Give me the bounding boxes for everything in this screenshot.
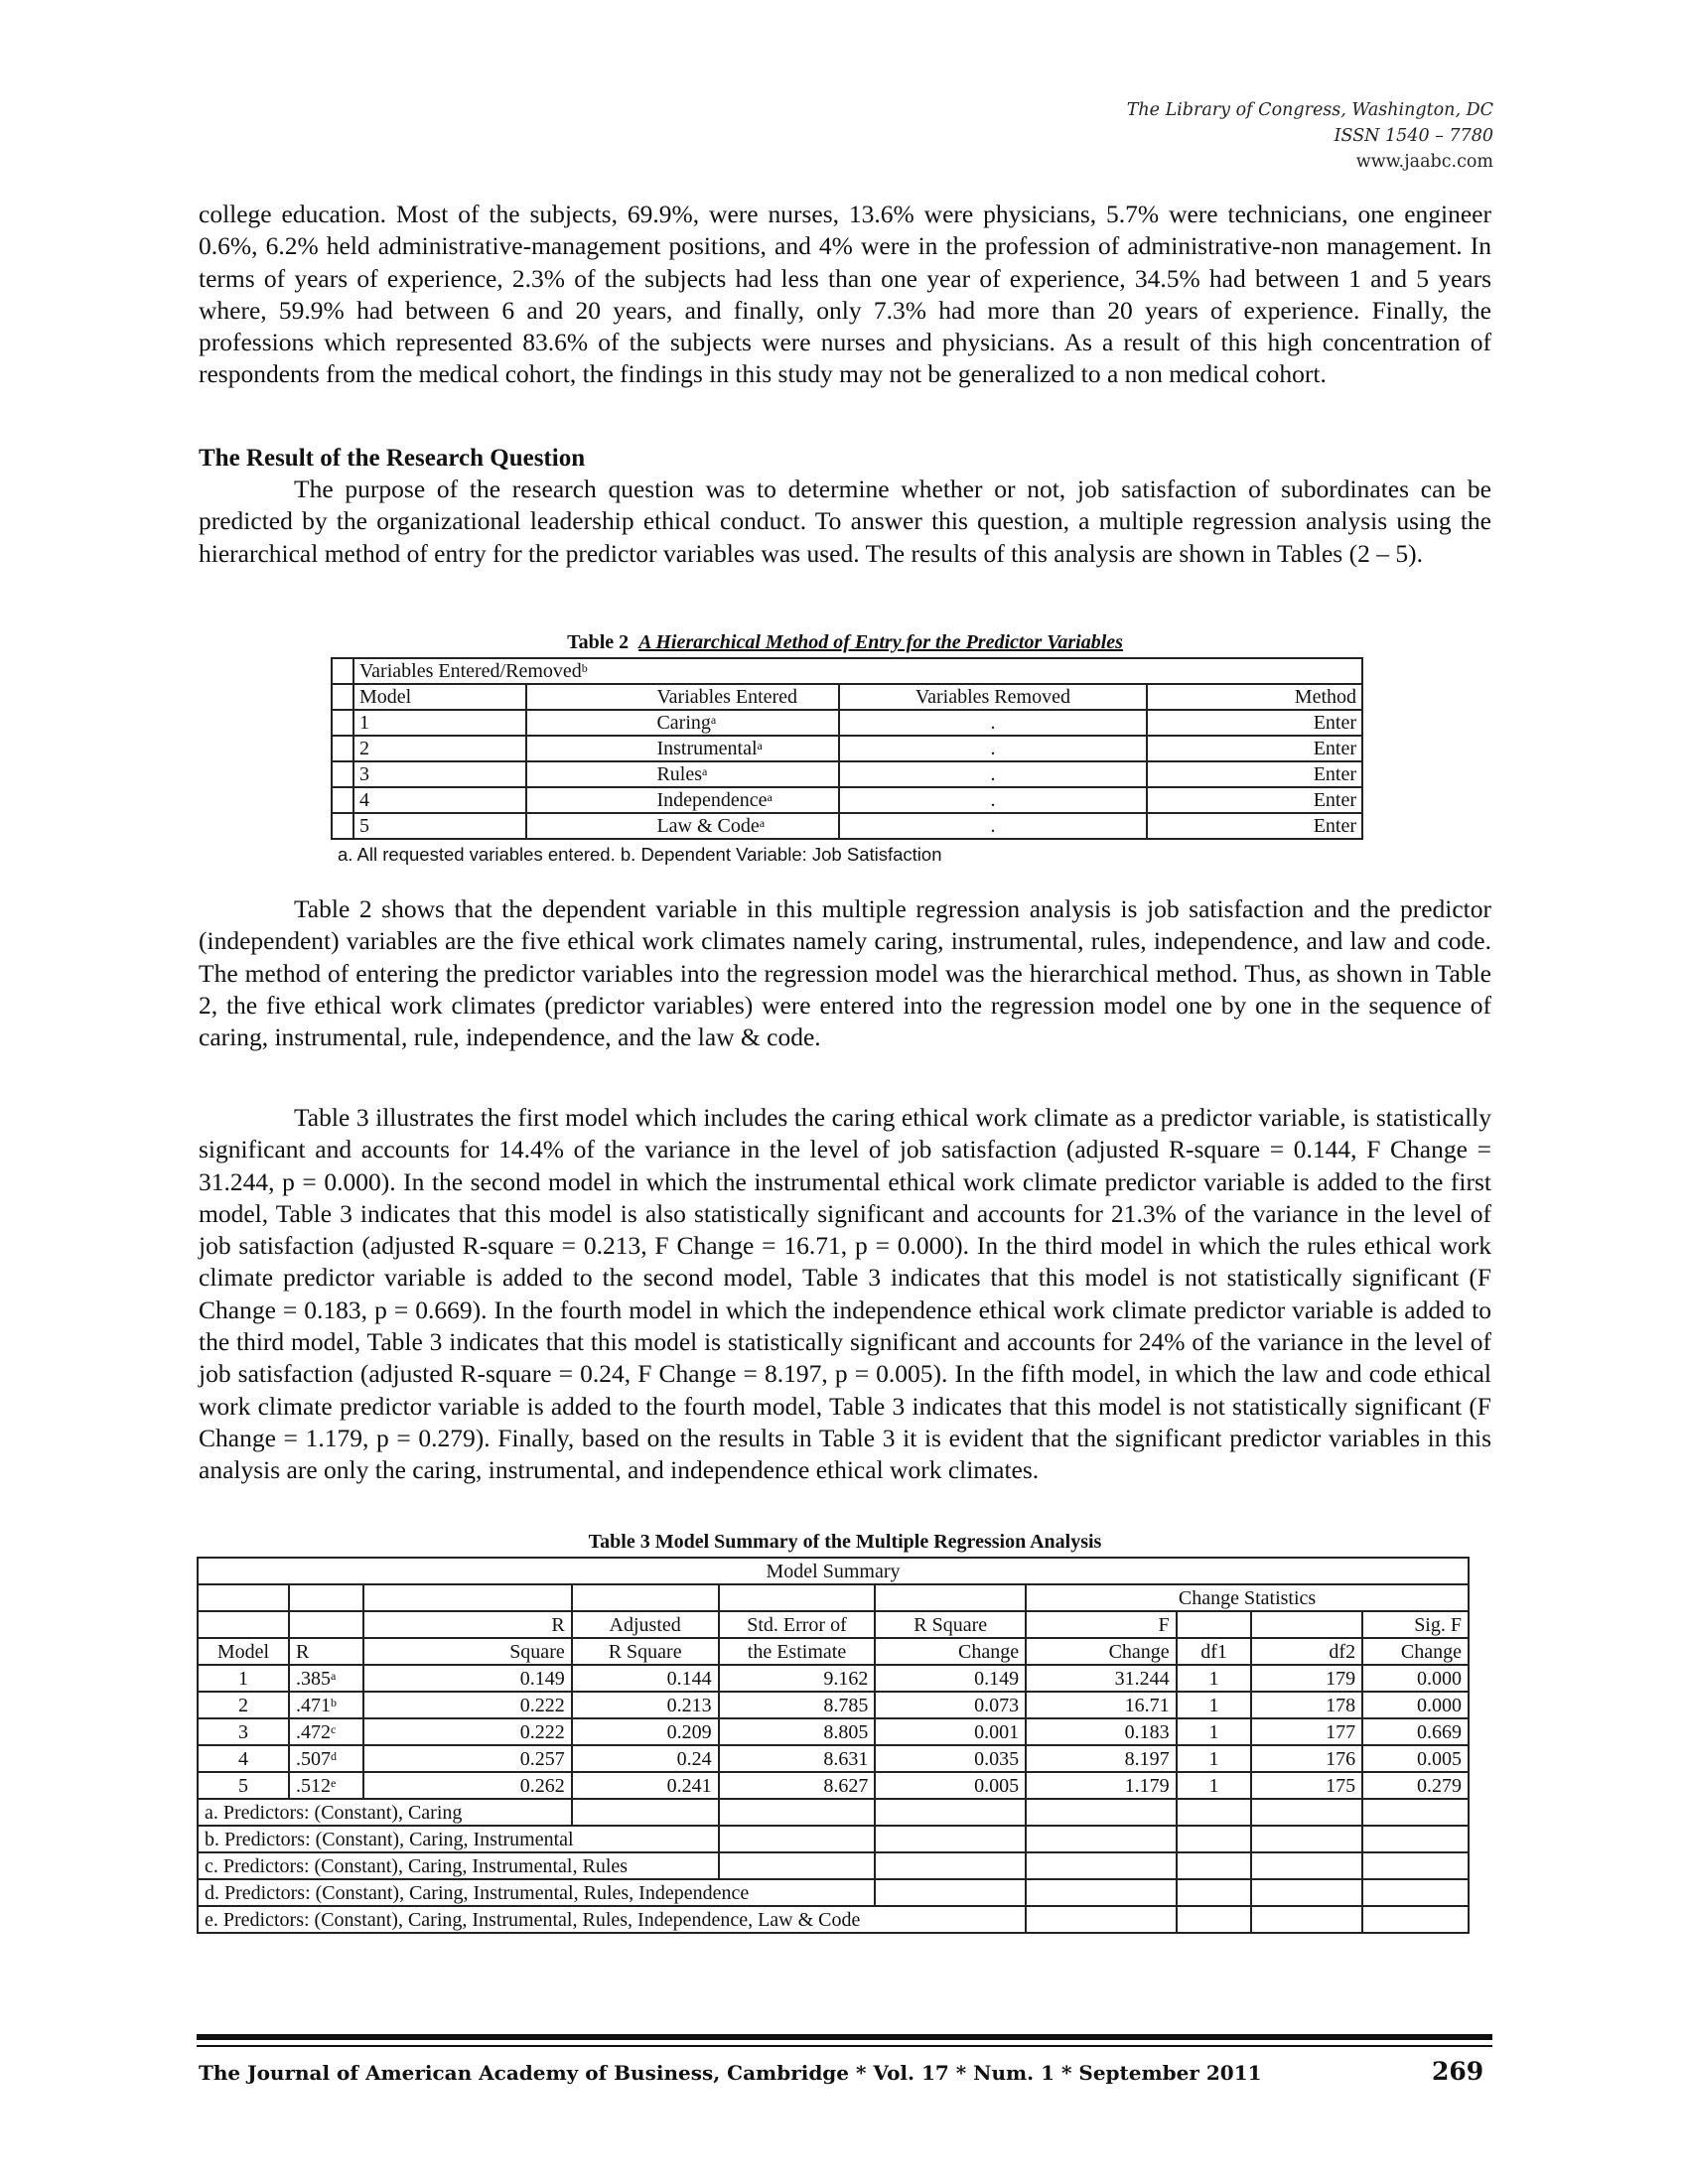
table3-note-row bbox=[198, 1799, 1469, 1826]
table3-note: d. Predictors: (Constant), Caring, Instrumental, Rules, Independence bbox=[198, 1879, 875, 1906]
table2-col-method: Method bbox=[1147, 684, 1362, 710]
table2-group-header: Variables Entered/Removed$^b$ bbox=[353, 658, 1362, 684]
table3-note: a. Predictors: (Constant), Caring bbox=[198, 1799, 572, 1826]
table-row: 1 Caring$^a$ . Enter bbox=[332, 710, 1362, 736]
table2-col-model: Model bbox=[353, 684, 526, 710]
table-row: 4 Independence$^a$ . Enter bbox=[332, 787, 1362, 813]
table-row: 4 .507$^d$ 0.257 0.24 8.631 0.035 8.197 1 176 0.005 bbox=[198, 1745, 1469, 1772]
change-statistics-header: Change Statistics bbox=[1026, 1584, 1469, 1611]
page-number: 269 bbox=[1432, 2057, 1484, 2086]
running-header bbox=[1127, 97, 1493, 175]
table3-title: Model Summary bbox=[198, 1558, 1469, 1584]
table3: Model Summary Change Statistics R Adjusted Std. Error of R Square F Sig. F Model R Square R Square the Estimate Change Change df1 df2 Change 1 .385$^a$ 0.149 0.144 9.162 0.149 31.244 1 179 0.000 2 .471$^b$ 0.222 0.213 8.785 0.073 16.71 1 178 0.000 3 .472$^c$ 0.222 0.209 8.805 0.001 0.183 1 177 0.669 4 .507$^d$ 0.257 0.24 8.631 0.035 8.197 1 176 0.005 5 .512e 0.262 0.241 8.627 0.005 1.179 1 175 0.279 a. Predictors: (Constant), Caring b. Predictors: (Constant), Caring, Instrumental c. Predictors: (Constant), Caring, Instrumental, Rules d. Predictors: (Constant), Caring, Instrumental, Rules, Independence e. Predictors: (Constant), Caring, Instrumental, Rules, Independence, Law & Code bbox=[197, 1557, 1470, 1934]
table2 bbox=[331, 657, 1363, 840]
table-row: 1 .385$^a$ 0.149 0.144 9.162 0.149 31.244 1 179 0.000 bbox=[198, 1665, 1469, 1692]
paragraph-demographics: college education. Most of the subjects, 69.9%, were nurses, 13.6% were physicians, 5.7% were technicians, one engineer 0.6%, 6.2% held administrative-management positions, and 4% were in the profession of administrative-non management. In terms of years of experience, 2.3% of the subjects had less than one year of experience, 34.5% had between 1 and 5 years where, 59.9% had between 6 and 20 years, and finally, only 7.3% had more than 20 years of experience. Finally, the professions which represented 83.6% of the subjects were nurses and physicians. As a result of this high concentration of respondents from the medical cohort, the findings in this study may not be generalized to a non medical cohort. bbox=[199, 200, 1491, 389]
table2-note: a. All requested variables entered. b. Dependent Variable: Job Satisfaction bbox=[338, 844, 942, 865]
table3-note-row bbox=[198, 1879, 1469, 1906]
table3-note-row bbox=[198, 1852, 1469, 1879]
table3-caption: Table 3 Model Summary of the Multiple Regression Analysis bbox=[588, 1531, 1102, 1553]
table3-note: e. Predictors: (Constant), Caring, Instrumental, Rules, Independence, Law & Code bbox=[198, 1906, 1026, 1933]
header-library: The Library of Congress, Washington, DC bbox=[1126, 100, 1493, 120]
table-row: 5 .512e 0.262 0.241 8.627 0.005 1.179 1 175 0.279 bbox=[198, 1772, 1469, 1799]
table3-note: c. Predictors: (Constant), Caring, Instrumental, Rules bbox=[198, 1852, 719, 1879]
table3-note-row bbox=[198, 1826, 1469, 1852]
table-row: 3 .472$^c$ 0.222 0.209 8.805 0.001 0.183 1 177 0.669 bbox=[198, 1718, 1469, 1745]
table3-header-row: Model R Square R Square the Estimate Change Change df1 df2 Change bbox=[198, 1638, 1469, 1665]
header-issn: ISSN 1540 – 7780 bbox=[1334, 126, 1493, 146]
table-row: 2 .471$^b$ 0.222 0.213 8.785 0.073 16.71 1 178 0.000 bbox=[198, 1692, 1469, 1718]
table2-caption: Table 2 A Hierarchical Method of Entry for the Predictor Variables bbox=[567, 631, 1123, 653]
table-row: 3 Rules$^a$ . Enter bbox=[332, 761, 1362, 787]
journal-footer: The Journal of American Academy of Business, Cambridge * Vol. 17 * Num. 1 * September 2011 bbox=[199, 2061, 1262, 2085]
footer-rule-thin bbox=[197, 2045, 1492, 2047]
table3-note: b. Predictors: (Constant), Caring, Instrumental bbox=[198, 1826, 719, 1852]
table-row: 5 Law & Code$^a$ . Enter bbox=[332, 813, 1362, 839]
paragraph-table2-discussion: Table 2 shows that the dependent variable in this multiple regression analysis is job satisfaction and the predictor (independent) variables are the five ethical work climates namely caring, instrumental, rules, independence, and law and code. The method of entering the predictor variables into the regression model was the hierarchical method. Thus, as shown in Table 2, the five ethical work climates (predictor variables) were entered into the regression model one by one in the sequence of caring, instrumental, rule, independence, and the law & code. bbox=[199, 894, 1491, 1052]
table2-col-removed: Variables Removed bbox=[839, 684, 1146, 710]
paragraph-purpose: The purpose of the research question was to determine whether or not, job satisfaction of subordinates can be predicted by the organizational leadership ethical conduct. To answer this question, a multiple regression analysis using the hierarchical method of entry for the predictor variables was used. The results of this analysis are shown in Tables (2 – 5). bbox=[199, 475, 1491, 568]
table-row: 2 Instrumental$^a$ . Enter bbox=[332, 736, 1362, 761]
footer-rule bbox=[197, 2034, 1492, 2040]
header-url: www.jaabc.com bbox=[1355, 152, 1493, 172]
paragraph-table3-discussion: Table 3 illustrates the first model which includes the caring ethical work climate as a predictor variable, is statistically significant and accounts for 14.4% of the variance in the level of job satisfaction (adjusted R-square = 0.144, F Change = 31.244, p = 0.000). In the second model in which the instrumental ethical work climate predictor variable is added to the first model, Table 3 indicates that this model is also statistically significant and accounts for 21.3% of the variance in the level of job satisfaction (adjusted R-square = 0.213, F Change = 16.71, p = 0.000). In the third model in which the rules ethical work climate predictor variable is added to the second model, Table 3 indicates that this model is not statistically significant (F Change = 0.183, p = 0.669). In the fourth model in which the independence ethical work climate predictor variable is added to the third model, Table 3 indicates that this model is statistically significant and accounts for 24% of the variance in the level of job satisfaction (adjusted R-square = 0.24, F Change = 8.197, p = 0.005). In the fifth model, in which the law and code ethical work climate predictor variable is added to the fourth model, Table 3 indicates that this model is not statistically significant (F Change = 1.179, p = 0.279). Finally, based on the results in Table 3 it is evident that the significant predictor variables in this analysis are only the caring, instrumental, and independence ethical work climates. bbox=[199, 1103, 1491, 1485]
table2-col-entered: Variables Entered bbox=[526, 684, 839, 710]
table3-note-row bbox=[198, 1906, 1469, 1933]
section-heading: The Result of the Research Question bbox=[199, 445, 586, 472]
